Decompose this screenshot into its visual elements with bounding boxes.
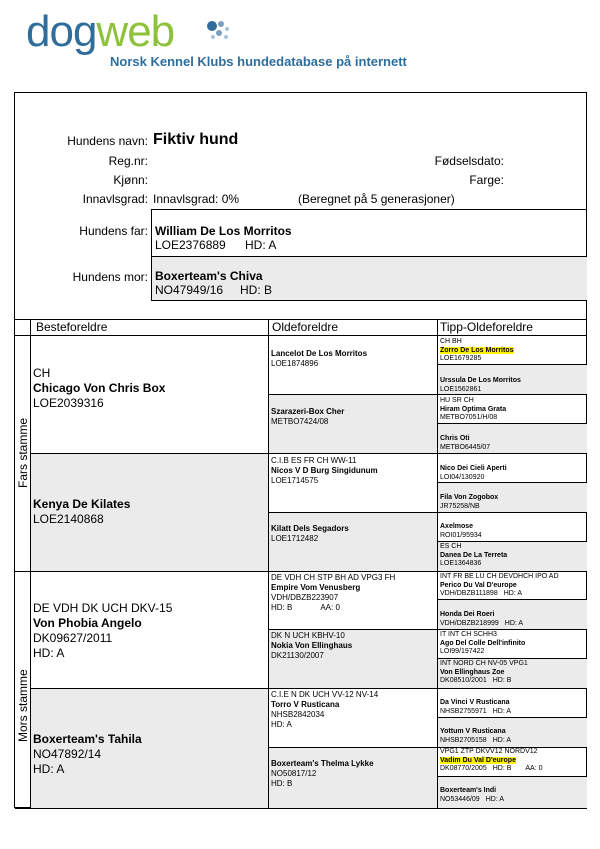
logo-tagline: Norsk Kennel Klubs hundedatabase på internett <box>110 54 407 69</box>
inbreeding-label: Innavlsgrad: <box>82 192 148 206</box>
great-great-grandparent-cell: ES CH Danea De La Terreta LOE1364836 <box>440 543 508 568</box>
father-reg: LOE2376889 <box>155 238 226 252</box>
great-grandparent-cell: C.I.B ES FR CH WW-11 Nicos V D Burg Singidunum LOE1714575 <box>271 456 378 485</box>
great-great-grandparent-cell: Nico Dei Cieli Aperti LOI04/130920 <box>440 465 507 481</box>
inbreeding-value: Innavlsgrad: 0% <box>153 192 240 206</box>
great-great-grandparent-cell: Honda Dei Roeri VDH/DBZB218999 HD: A <box>440 611 524 627</box>
father-label: Hundens far: <box>79 224 148 238</box>
mother-reg: NO47949/16 <box>155 283 224 297</box>
great-great-grandparent-cell: Yottum V Rusticana NHSB2705158 HD: A <box>440 728 511 744</box>
mors-stamme-label: Mors stamme <box>16 669 30 742</box>
great-great-grandparent-cell: HU SR CH Hiram Optima Grata METBO7051/H/08 <box>440 397 507 422</box>
logo-wordmark: dogweb <box>26 7 175 56</box>
color-label: Farge: <box>469 173 504 187</box>
great-great-grandparent-cell: CH BH Zorro De Los Morritos LOE1679285 <box>440 338 514 363</box>
dogweb-logo <box>26 8 446 70</box>
great-grandparent-cell: Szarazeri-Box Cher METBO7424/08 <box>271 407 345 426</box>
great-grandparent-cell: Kilatt Dels Segadors LOE1712482 <box>271 524 349 543</box>
great-great-grandparent-cell: VPG1 ZTP DKVV12 NORDV12 Vadim Du Val D'europe DK08770/2005 HD: B AA: 0 <box>440 748 543 773</box>
great-grandparent-cell: C.I.E N DK UCH VV-12 NV-14 Torro V Rusticana NHSB2842034 HD: A <box>271 690 379 729</box>
header-great-grandparents: Oldeforeldre <box>272 320 339 334</box>
great-great-grandparent-cell: Fila Von Zogobox JR75258/NB <box>440 494 499 510</box>
great-grandparent-cell: Lancelot De Los Morritos LOE1874896 <box>271 349 368 368</box>
birth-label: Fødselsdato: <box>434 154 504 168</box>
great-great-grandparent-cell: IT INT CH SCHH3 Ago Del Colle Dell'infinito LOI99/197422 <box>440 631 526 656</box>
grandparent-cell: Boxerteam's Tahila NO47892/14 HD: A <box>33 732 142 776</box>
dog-name: Fiktiv hund <box>153 131 239 148</box>
mother-name: Boxerteam's Chiva <box>155 269 263 283</box>
great-great-grandparent-cell: Da Vinci V Rusticana NHSB2755971 HD: A <box>440 699 511 715</box>
grandparent-cell: Kenya De Kilates LOE2140868 <box>33 497 131 526</box>
grandparent-cell: CH Chicago Von Chris Box LOE2039316 <box>33 366 166 410</box>
great-great-grandparent-cell: Boxerteam's Indi NO53446/09 HD: A <box>440 787 504 803</box>
grandparent-cell: DE VDH DK UCH DKV-15 Von Phobia Angelo DK09627/2011 HD: A <box>33 601 173 660</box>
great-grandparent-cell: DE VDH CH STP BH AD VPG3 FH Empire Vom Venusberg VDH/DBZB223907 HD: B AA: 0 <box>271 573 396 612</box>
mother-hd: HD: B <box>240 283 273 297</box>
great-great-grandparent-cell: Urssula De Los Morritos LOE1562861 <box>440 377 521 393</box>
great-great-grandparent-cell: Axelmose ROI01/95934 <box>440 523 482 539</box>
mother-label: Hundens mor: <box>72 270 148 284</box>
header-great-great-grandparents: Tipp-Oldeforeldre <box>440 320 533 334</box>
great-great-grandparent-cell: INT NORD CH NV-05 VPG1 Von Ellinghaus Zoe DK08510/2001 HD: B <box>440 660 528 685</box>
great-grandparent-cell: Boxerteam's Thelma Lykke NO50817/12 HD: B <box>271 759 374 788</box>
great-great-grandparent-cell: INT FR BE LU CH DEVDHCH IPO AD Perico Du Val D'europe VDH/DBZB111898 HD: A <box>440 573 559 598</box>
reg-label: Reg.nr: <box>108 154 148 168</box>
mother-box <box>151 257 587 301</box>
header-grandparents: Besteforeldre <box>36 320 108 334</box>
logo-dots-icon <box>206 18 246 48</box>
inbreeding-note: (Beregnet på 5 generasjoner) <box>298 192 455 206</box>
fars-stamme-label: Fars stamme <box>16 417 30 488</box>
name-label: Hundens navn: <box>67 134 148 148</box>
father-name: William De Los Morritos <box>155 224 292 238</box>
sex-label: Kjønn: <box>113 173 148 187</box>
pedigree-frame <box>14 92 587 808</box>
highlighted-name: Vadim Du Val D'europe <box>440 756 516 764</box>
great-great-grandparent-cell: Chris Oti METBO6445/07 <box>440 435 491 451</box>
father-hd: HD: A <box>245 238 277 252</box>
great-grandparent-cell: DK N UCH KBHV-10 Nokia Von Ellinghaus DK21130/2007 <box>271 631 353 660</box>
divider <box>15 335 587 336</box>
highlighted-name: Zorro De Los Morritos <box>440 346 514 354</box>
father-box <box>151 210 587 257</box>
